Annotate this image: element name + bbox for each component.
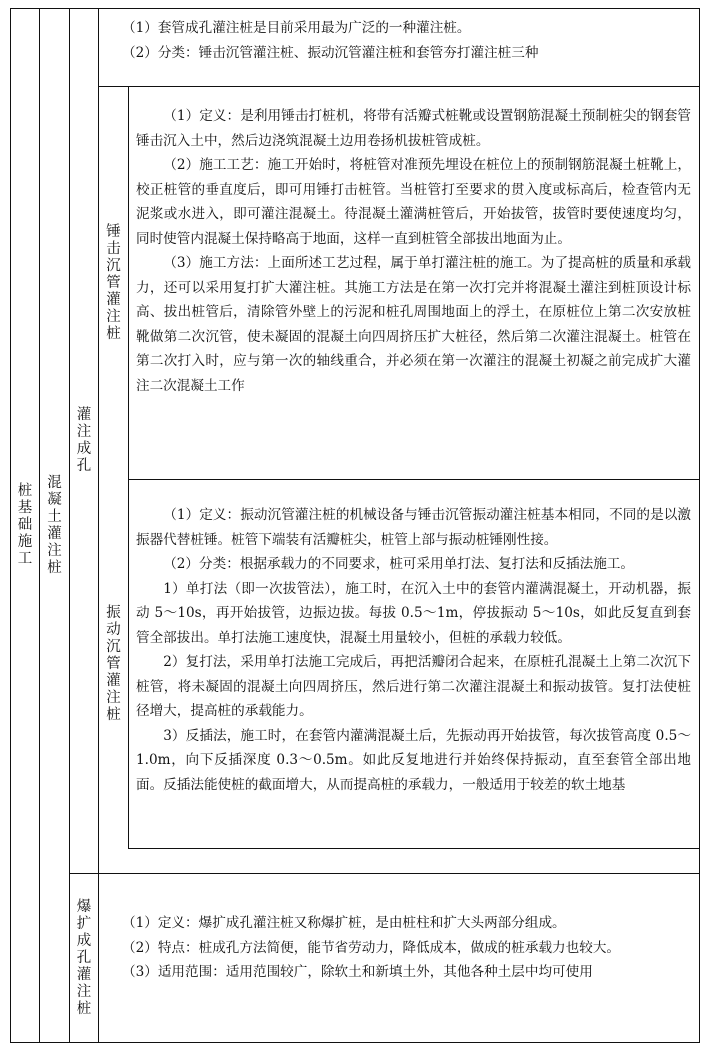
category-label-blast-pile: 爆扩成孔灌注桩 xyxy=(76,898,92,1017)
border-bottom xyxy=(10,1042,700,1043)
row-divider-vibro xyxy=(128,848,700,849)
blast-features: （2）特点：桩成孔方法简便，能节省劳动力，降低成本，做成的桩承载力也较大。 xyxy=(122,939,621,956)
row-divider-hammer xyxy=(128,479,700,480)
hammer-cell xyxy=(136,104,691,398)
blast-scope: （3）适用范围：适用范围较广，除软土和新填土外，其他各种土层中均可使用 xyxy=(122,964,593,980)
intro-line-2: （2）分类：锤击沉管灌注桩、振动沉管灌注桩和套管夯打灌注桩三种 xyxy=(122,44,539,61)
vibro-redrive: 2）复打法，采用单打法施工完成后，再把活瓣闭合起来，在原桩孔混凝土上第二次沉下桩管，将未凝固的混凝土向四周挤压，然后进行第二次灌注混凝土和振动拔管。复打法使桩径增大，提高桩的承载能力。 xyxy=(136,654,691,719)
vibro-single-drive: 1）单打法（即一次拔管法），施工时，在沉入土中的套管内灌满混凝土，开动机器，振动 5～10s，再开始拔管，边振边拔。每拔 0.5～1m，停拔振动 5～10s，如此反复直到套管全部拔出。单打法施工速度快，混凝土用量较小，但桩的承载力较低。 xyxy=(136,580,691,646)
intro-line-1: （1）套管成孔灌注桩是目前采用最为广泛的一种灌注桩。 xyxy=(122,20,471,36)
hammer-method: （3）施工方法：上面所述工艺过程，属于单打灌注桩的施工。为了提高桩的质量和承载力，还可以采用复打扩大灌注桩。其施工方法是在第一次打完并将混凝土灌注到桩顶设计标高、拔出桩管后，清除管外壁上的污泥和桩孔周围地面上的浮土，在原桩位上第二次安放桩靴做第二次沉管，使未凝固的混凝土向四周挤压扩大桩径，然后第二次灌注混凝土。桩管在第二次打入时，应与第一次的轴线重合，并必须在第一次灌注的混凝土初凝之前完成扩大灌注二次混凝土工作 xyxy=(136,255,691,394)
category-label-concrete-cast-pile: 混凝土灌注桩 xyxy=(47,474,62,576)
row-divider-blast xyxy=(69,873,700,874)
category-label-pile-foundation: 桩基础施工 xyxy=(17,483,33,567)
vibro-classification: （2）分类：根据承载力的不同要求，桩可采用单打法、复打法和反插法施工。 xyxy=(163,556,635,572)
vibro-reverse-insert: 3）反插法，施工时，在套管内灌满混凝土后，先振动再开始拔管，每次拔管高度 0.5～1.0m，向下反插深度 0.3～0.5m。如此反复地进行并始终保持振动，直至套管全部出地面。反插法能使桩的截面增大，从而提高桩的承载力，一般适用于较差的软土地基 xyxy=(136,727,691,793)
blast-definition: （1）定义：爆扩成孔灌注桩又称爆扩桩，是由桩柱和扩大头两部分组成。 xyxy=(122,915,566,931)
hammer-definition: （1）定义：是利用锤击打桩机，将带有活瓣式桩靴或设置钢筋混凝土预制桩尖的钢套管锤击沉入土中，然后边浇筑混凝土边用卷扬机拔桩管成桩。 xyxy=(136,108,691,149)
vibro-definition: （1）定义：振动沉管灌注桩的机械设备与锤击沉管振动灌注桩基本相同，不同的是以激振器代替桩锤。桩管下端装有活瓣桩尖，桩管上部与振动桩锤刚性接。 xyxy=(136,507,691,548)
category-label-vibro-pile: 振动沉管灌注桩 xyxy=(106,604,121,723)
category-label-hammer-pile: 锤击沉管灌注桩 xyxy=(106,223,121,342)
category-label-cast-in-hole: 灌注成孔 xyxy=(76,406,92,474)
divider-col4 xyxy=(128,86,129,849)
border-right xyxy=(699,8,700,1043)
blast-cell xyxy=(122,911,694,985)
vibro-cell xyxy=(136,503,691,797)
border-top xyxy=(10,8,700,9)
row-divider-intro xyxy=(98,86,700,87)
intro-cell xyxy=(122,16,692,65)
hammer-process: （2）施工工艺：施工开始时，将桩管对准预先埋设在桩位上的预制钢筋混凝土桩靴上，校正桩管的垂直度后，即可用锤打击桩管。当桩管打至要求的贯入度或标高后，检查管内无泥浆或水进入，即可灌注混凝土。待混凝土灌满桩管后，开始拔管，拔管时要使速度均匀，同时使管内混凝土保持略高于地面，这样一直到桩管全部拔出地面为止。 xyxy=(136,157,691,247)
